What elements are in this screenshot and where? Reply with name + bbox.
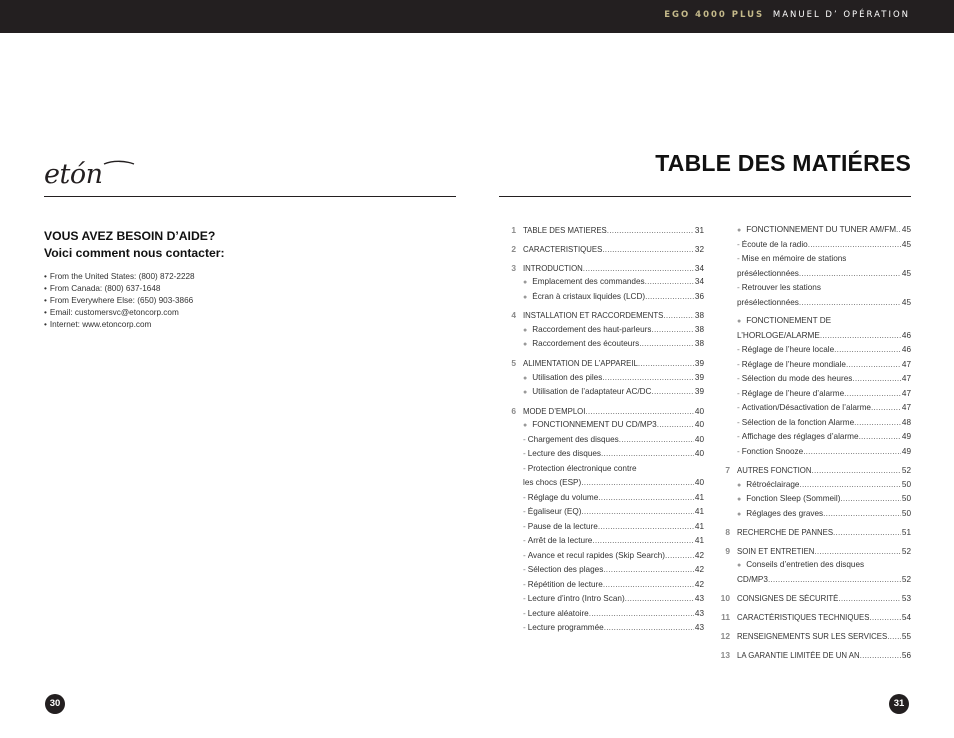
eton-logo [44, 158, 160, 194]
toc-entry-title: Sélection du mode des heures [741, 374, 853, 383]
toc-entry-number: 9 [725, 546, 730, 556]
toc-entry-page: 47 [901, 374, 911, 383]
toc-entry-title: INSTALLATION ET RACCORDEMENTS [523, 311, 664, 320]
toc-entry [505, 406, 704, 420]
dot-leader [869, 613, 900, 622]
bullet-icon: ● [737, 496, 742, 503]
toc-entry [719, 631, 911, 645]
toc-entry-title: Affichage des réglages d’alarme [741, 432, 859, 441]
toc-entry [719, 389, 911, 403]
dot-leader [657, 420, 694, 429]
dot-leader [799, 480, 900, 489]
toc-entry [505, 522, 704, 536]
toc-entry-title: Réglage de l’heure d’alarme [741, 389, 845, 398]
dot-leader [639, 339, 694, 348]
toc-entry [719, 480, 911, 494]
dot-leader [589, 609, 694, 618]
contact-email: • Email: customersvc@etoncorp.com [44, 307, 195, 319]
toc-entry [505, 277, 704, 291]
toc-entry-title: LA GARANTIE LIMITÉE DE UN AN [737, 651, 860, 660]
toc-entry [719, 360, 911, 374]
dot-leader [602, 373, 694, 382]
dot-leader [820, 331, 901, 340]
dot-leader [833, 528, 901, 537]
toc-entry [505, 551, 704, 565]
toc-entry [505, 493, 704, 507]
toc-entry-page: 39 [694, 373, 704, 382]
bullet-icon: ● [523, 294, 528, 301]
toc-entry [505, 292, 704, 306]
svg-text:etón: etón [44, 159, 103, 190]
toc-entry-page: 55 [901, 632, 911, 641]
toc-entry [719, 527, 911, 541]
toc-entry-title: présélectionnées [737, 298, 799, 307]
toc-entry-number: 3 [511, 263, 516, 273]
toc-entry-title: Lecture des disques [527, 449, 602, 458]
bullet-icon: ● [523, 422, 528, 429]
toc-entry-title: Lecture d’intro (Intro Scan) [527, 594, 625, 603]
help-heading: VOUS AVEZ BESOIN D’AIDE? [44, 229, 216, 243]
contact-us: • From the United States: (800) 872-2228 [44, 271, 195, 283]
toc-entry [719, 254, 911, 268]
dash-marker: - [737, 254, 740, 263]
toc-entry [719, 465, 911, 479]
toc-entry [719, 494, 911, 508]
toc-entry-title: Utilisation de l’adaptateur AC/DC [532, 387, 652, 396]
bullet-icon: ● [523, 279, 528, 286]
dot-leader [585, 407, 694, 416]
toc-entry [505, 478, 704, 492]
toc-entry-number: 2 [511, 244, 516, 254]
contact-internet: • Internet: www.etoncorp.com [44, 319, 195, 331]
dash-marker: - [523, 565, 526, 574]
dash-marker: - [523, 522, 526, 531]
toc-entry [719, 612, 911, 626]
toc-entry-page: 38 [694, 339, 704, 348]
toc-entry-title: Sélection de la fonction Alarme [741, 418, 855, 427]
toc-entry-title: Écoute de la radio [741, 240, 808, 249]
toc-entry [719, 298, 911, 312]
dot-leader [799, 298, 901, 307]
dot-leader [607, 226, 694, 235]
toc-entry [719, 432, 911, 446]
dot-leader [583, 264, 694, 273]
toc-entry-title: Lecture aléatoire [527, 609, 589, 618]
dot-leader [768, 575, 901, 584]
toc-entry-title: Répétition de lecture [527, 580, 603, 589]
dot-leader [814, 547, 900, 556]
toc-entry-page: 41 [694, 493, 704, 502]
toc-entry-number: 13 [720, 650, 730, 660]
toc-entry [505, 565, 704, 579]
dot-leader [665, 551, 694, 560]
toc-entry-title: Utilisation des piles [532, 373, 603, 382]
toc-entry-title: présélectionnées [737, 269, 799, 278]
left-divider [44, 196, 456, 197]
toc-entry-page: 50 [901, 480, 911, 489]
toc-entry [505, 580, 704, 594]
dash-marker: - [523, 507, 526, 516]
toc-entry-title: Fonction Snooze [741, 447, 804, 456]
toc-entry-page: 45 [901, 240, 911, 249]
contact-elsewhere: • From Everywhere Else: (650) 903-3866 [44, 295, 195, 307]
model-name: EGO 4000 PLUS [664, 10, 765, 20]
toc-entry-page: 31 [694, 226, 704, 235]
toc-entry-page: 45 [901, 225, 911, 234]
dot-leader [846, 360, 901, 369]
toc-entry-title: ALIMENTATION DE L’APPAREIL [523, 359, 638, 368]
toc-entry-page: 36 [694, 292, 704, 301]
toc-entry-title: Fonction Sleep (Sommeil) [746, 494, 841, 503]
toc-entry-page: 38 [694, 311, 704, 320]
dash-marker: - [737, 374, 740, 383]
toc-entry-page: 52 [901, 575, 911, 584]
dash-marker: - [523, 464, 526, 473]
toc-entry-page: 43 [694, 623, 704, 632]
toc-entry-title: Raccordement des haut-parleurs [532, 325, 652, 334]
toc-entry-page: 52 [901, 547, 911, 556]
toc-entry-title: Réglage du volume [527, 493, 599, 502]
toc-entry [719, 316, 911, 330]
toc-entry-page: 34 [694, 264, 704, 273]
toc-entry-title: Lecture programmée [527, 623, 604, 632]
toc-entry-title: AUTRES FONCTION [737, 466, 812, 475]
contact-list [44, 271, 195, 331]
toc-entry-page: 52 [901, 466, 911, 475]
bullet-icon: ● [737, 227, 742, 234]
toc-entry-title: Écran à cristaux liquides (LCD) [532, 292, 646, 301]
toc-entry-page: 46 [901, 345, 911, 354]
dot-leader [852, 374, 901, 383]
toc-entry-number: 1 [511, 225, 516, 235]
bullet-icon: ● [523, 389, 528, 396]
toc-entry [719, 403, 911, 417]
toc-entry-title: les chocs (ESP) [523, 478, 582, 487]
dash-marker: - [523, 493, 526, 502]
dot-leader [602, 245, 694, 254]
dot-leader [803, 447, 901, 456]
toc-entry [505, 339, 704, 353]
toc-entry [505, 358, 704, 372]
toc-entry-title: Chargement des disques [527, 435, 619, 444]
toc-entry-title: CD/MP3 [737, 575, 768, 584]
dash-marker: - [523, 435, 526, 444]
toc-entry-page: 50 [901, 494, 911, 503]
bullet-icon: ● [523, 327, 528, 334]
dot-leader [592, 536, 694, 545]
toc-entry-title: Pause de la lecture [527, 522, 598, 531]
toc-entry [505, 387, 704, 401]
dot-leader [598, 493, 694, 502]
toc-entry-title: Mise en mémoire de stations [741, 254, 847, 263]
toc-entry-page: 41 [694, 507, 704, 516]
toc-entry [719, 331, 911, 345]
toc-entry-number: 7 [725, 465, 730, 475]
right-divider [499, 196, 911, 197]
dot-leader [834, 345, 901, 354]
toc-entry-page: 40 [694, 435, 704, 444]
toc-entry-title: Conseils d’entretien des disques [746, 560, 865, 569]
toc-entry-title: Arrêt de la lecture [527, 536, 593, 545]
dash-marker: - [737, 345, 740, 354]
toc-entry-page: 48 [901, 418, 911, 427]
toc-entry [719, 447, 911, 461]
toc-entry-page: 42 [694, 580, 704, 589]
dash-marker: - [523, 623, 526, 632]
dot-leader [887, 632, 901, 641]
toc-entry [505, 263, 704, 277]
toc-entry [719, 418, 911, 432]
toc-entry-page: 45 [901, 269, 911, 278]
toc-entry-title: Sélection des plages [527, 565, 604, 574]
toc-entry-title: Réglage de l’heure mondiale [741, 360, 846, 369]
toc-entry-page: 47 [901, 360, 911, 369]
dash-marker: - [523, 580, 526, 589]
page-number-left: 30 [45, 694, 65, 714]
manual-title: MANUEL D’ OPÉRATION [772, 10, 910, 20]
dash-marker: - [737, 403, 740, 412]
toc-entry [505, 373, 704, 387]
dash-marker: - [737, 418, 740, 427]
toc-entry [505, 623, 704, 637]
toc-entry-page: 42 [694, 565, 704, 574]
toc-entry-title: Protection électronique contre [527, 464, 637, 473]
toc-entry-page: 49 [901, 432, 911, 441]
toc-entry-title: L’HORLOGE/ALARME [737, 331, 820, 340]
toc-entry-number: 8 [725, 527, 730, 537]
toc-entry [719, 650, 911, 664]
toc-entry-title: Activation/Désactivation de l’alarme [741, 403, 871, 412]
toc-entry-page: 39 [694, 359, 704, 368]
toc-entry [505, 507, 704, 521]
toc-entry-page: 40 [694, 407, 704, 416]
toc-entry [719, 345, 911, 359]
toc-entry-page: 32 [694, 245, 704, 254]
toc-entry-title: MODE D’EMPLOI [523, 407, 586, 416]
dot-leader [651, 325, 693, 334]
dot-leader [598, 522, 694, 531]
toc-entry-page: 39 [694, 387, 704, 396]
bullet-icon: ● [737, 562, 742, 569]
toc-entry [505, 225, 704, 239]
toc-entry [505, 435, 704, 449]
toc-entry [505, 609, 704, 623]
toc-entry [505, 420, 704, 434]
toc-entry-title: Réglage de l’heure locale [741, 345, 835, 354]
toc-entry [719, 269, 911, 283]
toc-entry [719, 240, 911, 254]
toc-entry-page: 54 [901, 613, 911, 622]
dot-leader [645, 292, 694, 301]
dot-leader [581, 478, 694, 487]
dash-marker: - [523, 536, 526, 545]
dot-leader [581, 507, 693, 516]
page-title: TABLE DES MATIÉRES [655, 150, 911, 176]
toc-entry-page: 47 [901, 389, 911, 398]
dash-marker: - [737, 447, 740, 456]
toc-entry-number: 4 [511, 310, 516, 320]
toc-entry [505, 464, 704, 478]
toc-entry [505, 536, 704, 550]
dot-leader [601, 449, 694, 458]
toc-entry-number: 5 [511, 358, 516, 368]
dot-leader [840, 494, 900, 503]
dash-marker: - [737, 432, 740, 441]
header-bar [0, 0, 954, 33]
toc-entry-page: 42 [694, 551, 704, 560]
toc-entry-page: 34 [694, 277, 704, 286]
dot-leader [838, 594, 901, 603]
toc-entry-title: Retrouver les stations [741, 283, 821, 292]
toc-entry-page: 46 [901, 331, 911, 340]
toc-entry [719, 575, 911, 589]
toc-entry [719, 593, 911, 607]
help-subheading: Voici comment nous contacter: [44, 246, 225, 260]
toc-entry-page: 53 [901, 594, 911, 603]
toc-entry-page: 56 [901, 651, 911, 660]
dot-leader [603, 565, 694, 574]
toc-entry-number: 12 [720, 631, 730, 641]
dash-marker: - [523, 551, 526, 560]
dot-leader [860, 651, 901, 660]
toc-entry-number: 11 [721, 612, 730, 622]
dot-leader [812, 466, 901, 475]
toc-entry [719, 546, 911, 560]
toc-entry-title: CARACTERISTIQUES [523, 245, 603, 254]
toc-entry-page: 49 [901, 447, 911, 456]
toc-entry-title: Emplacement des commandes [532, 277, 645, 286]
toc-entry-title: FONCTIONNEMENT DU CD/MP3 [532, 420, 657, 429]
toc-entry [505, 594, 704, 608]
toc-entry-title: INTRODUCTION [523, 264, 583, 273]
toc-entry [505, 310, 704, 324]
header-text [664, 10, 910, 20]
toc-entry-page: 45 [901, 298, 911, 307]
dot-leader [844, 389, 901, 398]
bullet-icon: ● [523, 341, 528, 348]
toc-entry [719, 225, 911, 239]
bullet-icon: ● [737, 482, 742, 489]
bullet-icon: ● [737, 511, 742, 518]
toc-entry [719, 283, 911, 297]
toc-entry-number: 10 [720, 593, 730, 603]
dot-leader [808, 240, 901, 249]
bullet-icon: ● [737, 318, 742, 325]
dot-leader [638, 359, 694, 368]
toc-entry [719, 560, 911, 574]
dot-leader [854, 418, 901, 427]
dash-marker: - [523, 594, 526, 603]
dot-leader [625, 594, 694, 603]
toc-entry-title: SOIN ET ENTRETIEN [737, 547, 815, 556]
toc-entry [505, 244, 704, 258]
toc-entry-title: FONCTIONEMENT DE [746, 316, 832, 325]
dash-marker: - [737, 389, 740, 398]
dot-leader [604, 623, 694, 632]
toc-entry [505, 325, 704, 339]
toc-entry-page: 41 [694, 536, 704, 545]
toc-entry-title: Avance et recul rapides (Skip Search) [527, 551, 666, 560]
toc-entry-page: 41 [694, 522, 704, 531]
dot-leader [799, 269, 901, 278]
toc-entry-number: 6 [511, 406, 516, 416]
dash-marker: - [523, 449, 526, 458]
dash-marker: - [737, 360, 740, 369]
toc-entry-page: 38 [694, 325, 704, 334]
dash-marker: - [523, 609, 526, 618]
toc-entry [505, 449, 704, 463]
toc-entry-page: 47 [901, 403, 911, 412]
dot-leader [645, 277, 694, 286]
toc-entry [719, 509, 911, 523]
contact-canada: • From Canada: (800) 637-1648 [44, 283, 195, 295]
toc-entry-title: RENSEIGNEMENTS SUR LES SERVICES [737, 632, 888, 641]
dot-leader [871, 403, 901, 412]
toc-entry-page: 40 [694, 449, 704, 458]
toc-entry-title: RECHERCHE DE PANNES [737, 528, 834, 537]
toc-entry-page: 43 [694, 594, 704, 603]
toc-entry-page: 43 [694, 609, 704, 618]
toc-entry [719, 374, 911, 388]
dot-leader [651, 387, 693, 396]
toc-entry-title: Réglages des graves [746, 509, 824, 518]
dot-leader [603, 580, 694, 589]
toc-entry-title: CARACTÉRISTIQUES TECHNIQUES [737, 613, 870, 622]
toc-entry-title: CONSIGNES DE SÉCURITÉ [737, 594, 839, 603]
toc-entry-page: 40 [694, 420, 704, 429]
toc-entry-title: Raccordement des écouteurs [532, 339, 640, 348]
toc-entry-page: 51 [901, 528, 911, 537]
toc-entry-page: 40 [694, 478, 704, 487]
toc-entry-title: Égaliseur (EQ) [527, 507, 582, 516]
dot-leader [823, 509, 901, 518]
page-number-right: 31 [889, 694, 909, 714]
toc-entry-title: TABLE DES MATIERES [523, 226, 607, 235]
toc-entry-page: 50 [901, 509, 911, 518]
toc-entry-title: Rétroéclairage [746, 480, 800, 489]
toc-entry-title: FONCTIONNEMENT DU TUNER AM/FM [746, 225, 897, 234]
bullet-icon: ● [523, 375, 528, 382]
dot-leader [859, 432, 901, 441]
dot-leader [619, 435, 694, 444]
dash-marker: - [737, 240, 740, 249]
dot-leader [663, 311, 694, 320]
dash-marker: - [737, 283, 740, 292]
